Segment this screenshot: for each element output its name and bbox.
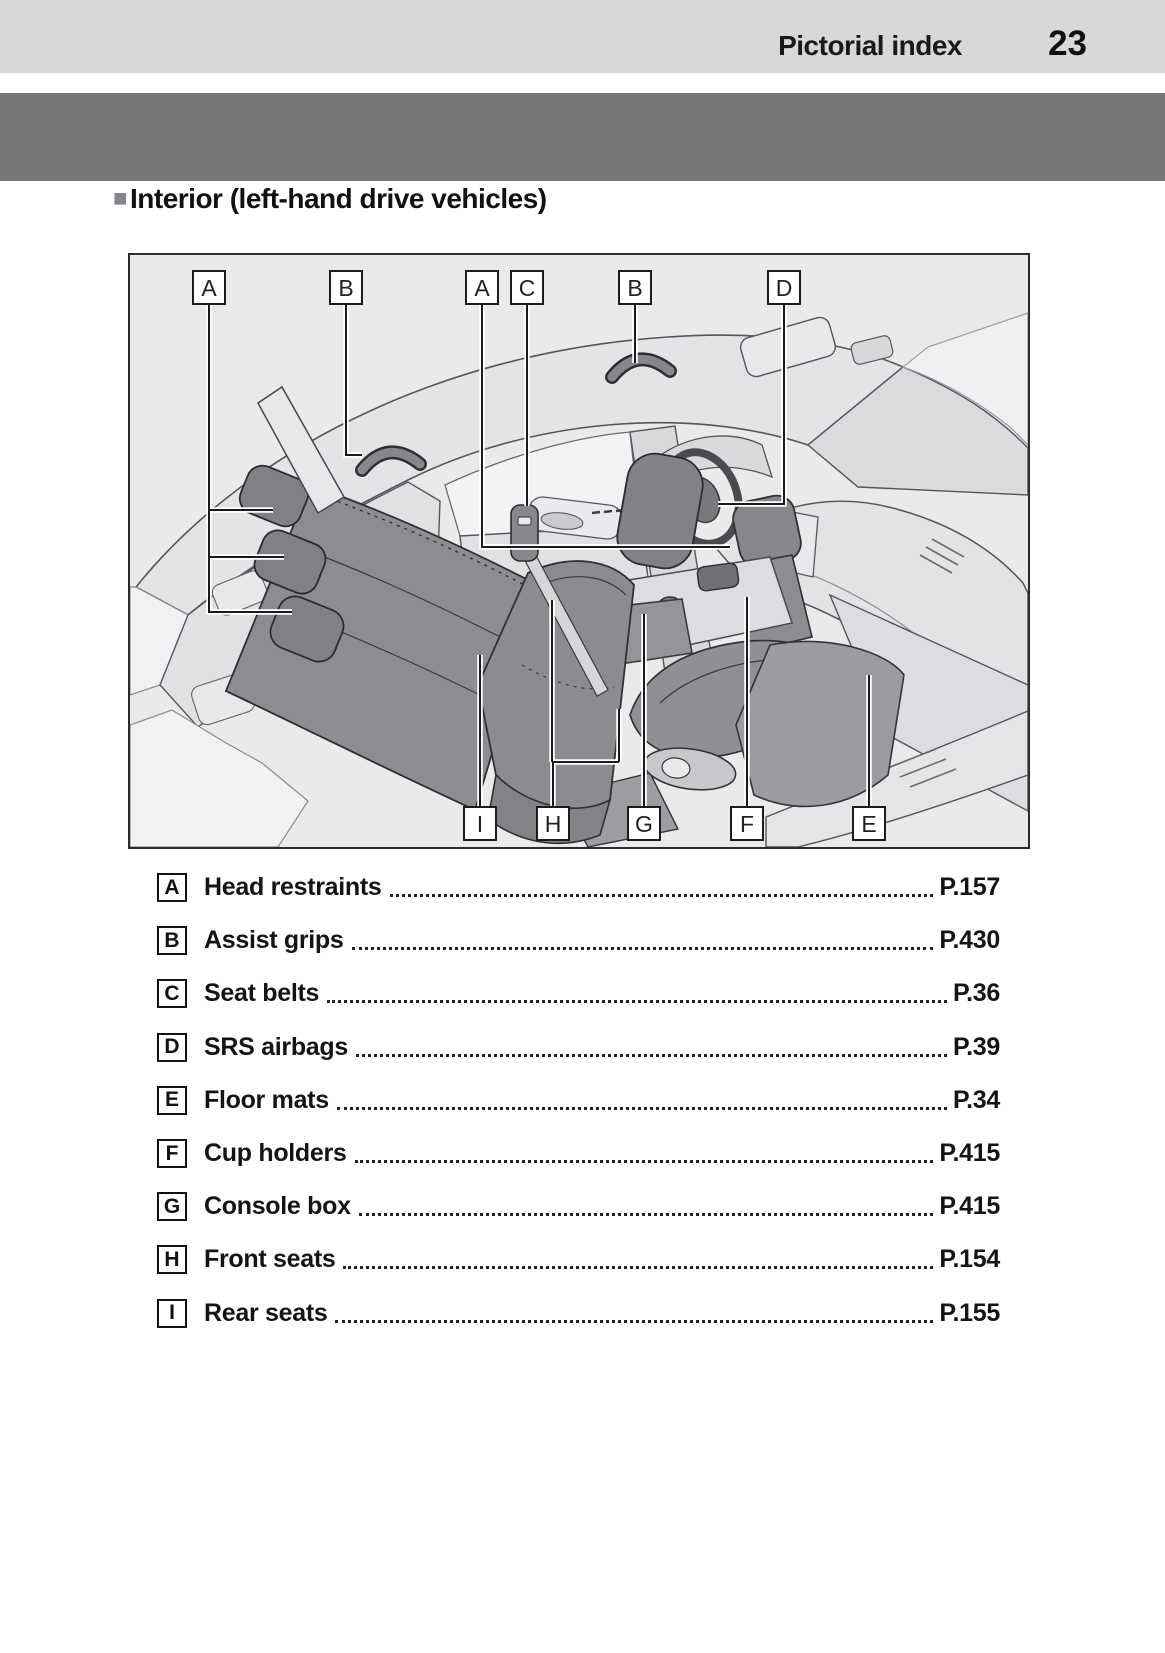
callout-letter: F: [739, 811, 755, 837]
belt-slot: [518, 517, 531, 525]
legend-row: [157, 967, 1000, 1020]
dotted-leader: [355, 1160, 934, 1163]
header-band: [0, 0, 1165, 73]
legend-letter-box: I: [157, 1299, 187, 1328]
car-interior-illustration: [130, 255, 1028, 847]
header-title: Pictorial index: [778, 30, 962, 61]
section-title-text: Interior (left-hand drive vehicles): [130, 183, 547, 214]
legend-row: [157, 1074, 1000, 1127]
callout-letter: A: [474, 275, 490, 301]
section-banner: [0, 93, 1165, 181]
legend-page-ref: P.157: [939, 873, 1000, 902]
callout-letter: G: [635, 811, 653, 837]
legend-row: [157, 1021, 1000, 1074]
legend-letter-box: E: [157, 1086, 187, 1115]
legend-row: [157, 1287, 1000, 1340]
square-bullet-icon: ■: [113, 185, 127, 212]
legend-letter-box: F: [157, 1139, 187, 1168]
legend-page-ref: P.34: [952, 1085, 1000, 1114]
interior-diagram: [128, 253, 1030, 849]
legend-letter-box: A: [157, 873, 187, 902]
front-floor-mat: [736, 641, 904, 806]
seat-belt-anchor: [511, 505, 538, 561]
legend-item-label: Seat belts: [204, 979, 320, 1008]
callout-letter: B: [338, 275, 354, 301]
legend-letter-box: C: [157, 979, 187, 1008]
page-number: 23: [1048, 24, 1087, 63]
dotted-leader: [390, 894, 934, 897]
legend-page-ref: P.36: [952, 979, 1000, 1008]
legend-page-ref: P.154: [939, 1245, 1000, 1274]
cup-holders: [697, 562, 740, 591]
legend-item-label: Front seats: [204, 1245, 336, 1274]
legend-item-label: Head restraints: [204, 873, 382, 902]
callout-letter: E: [861, 811, 877, 837]
callout-letter: D: [775, 275, 793, 301]
legend-item-label: SRS airbags: [204, 1032, 348, 1061]
callout-letter: B: [627, 275, 643, 301]
legend-row: [157, 861, 1000, 914]
callout-letter: A: [201, 275, 217, 301]
legend-letter-box: H: [157, 1245, 187, 1274]
dotted-leader: [352, 947, 934, 950]
dotted-leader: [335, 1320, 933, 1323]
legend-item-label: Assist grips: [204, 926, 344, 955]
legend-item-label: Console box: [204, 1192, 351, 1221]
legend-letter-box: G: [157, 1192, 187, 1221]
section-heading: [113, 183, 547, 215]
callout-letter: I: [476, 811, 484, 837]
legend-page-ref: P.39: [952, 1032, 1000, 1061]
legend-list: [157, 861, 1000, 1340]
dotted-leader: [356, 1054, 947, 1057]
dotted-leader: [327, 1000, 947, 1003]
dotted-leader: [359, 1213, 934, 1216]
legend-item-label: Floor mats: [204, 1085, 329, 1114]
legend-item-label: Cup holders: [204, 1139, 347, 1168]
legend-row: [157, 1180, 1000, 1233]
legend-page-ref: P.155: [939, 1298, 1000, 1327]
legend-item-label: Rear seats: [204, 1298, 328, 1327]
legend-letter-box: D: [157, 1033, 187, 1062]
legend-page-ref: P.415: [939, 1192, 1000, 1221]
legend-row: [157, 1233, 1000, 1286]
dotted-leader: [343, 1266, 933, 1269]
legend-letter-box: B: [157, 926, 187, 955]
legend-page-ref: P.415: [939, 1139, 1000, 1168]
legend-row: [157, 914, 1000, 967]
legend-row: [157, 1127, 1000, 1180]
legend-page-ref: P.430: [939, 926, 1000, 955]
callout-letter: H: [544, 811, 562, 837]
dotted-leader: [337, 1107, 947, 1110]
callout-letter: C: [518, 275, 536, 301]
